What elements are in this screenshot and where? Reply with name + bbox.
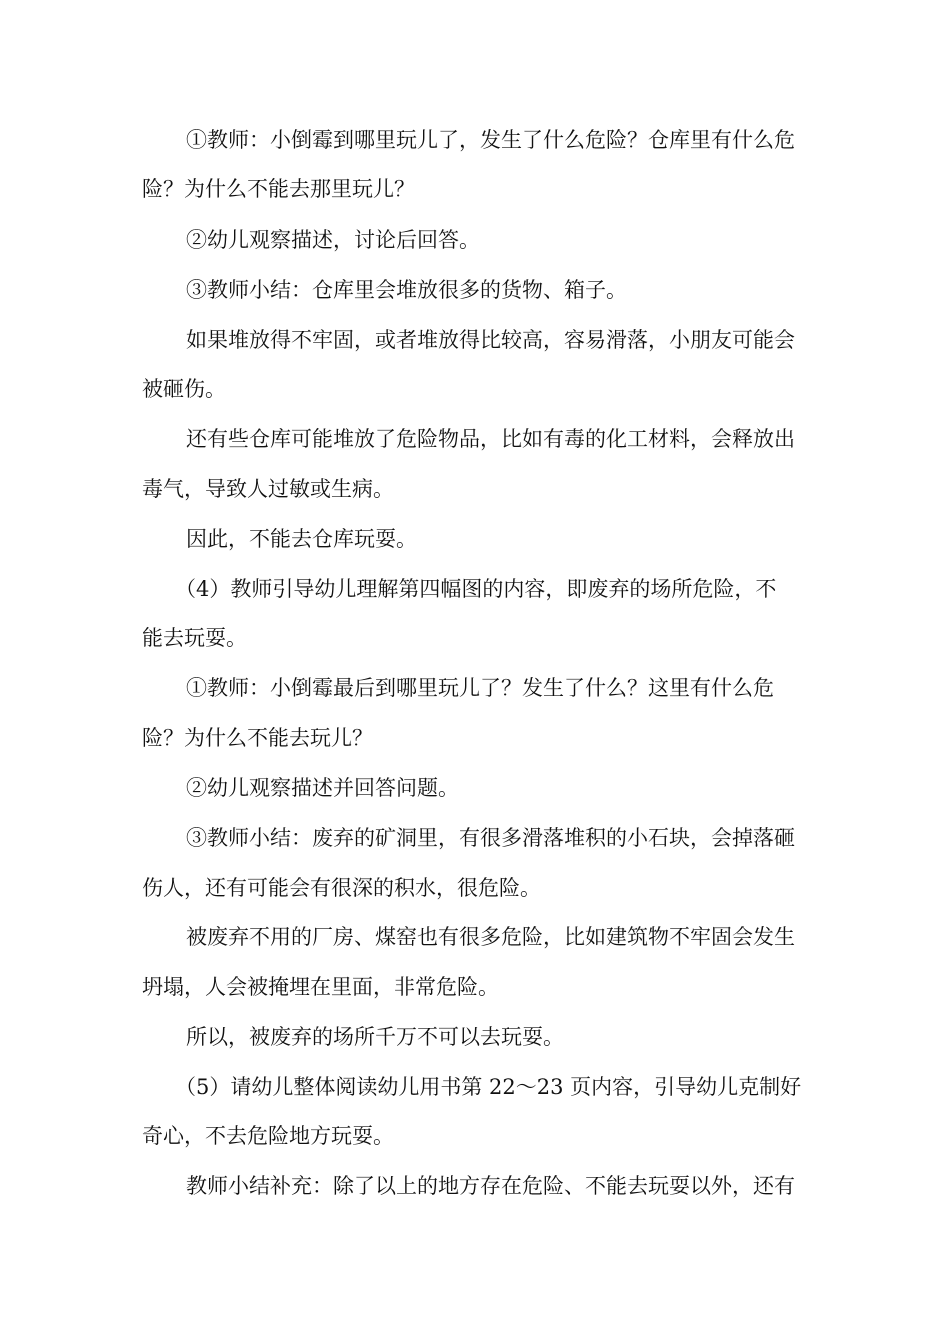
text-line: ②幼儿观察描述，讨论后回答。 (186, 228, 480, 252)
text-line: 险？为什么不能去那里玩儿？ (142, 177, 415, 201)
text-line: ③教师小结：仓库里会堆放很多的货物、箱子。 (186, 278, 627, 302)
text-line: 被砸伤。 (142, 377, 226, 401)
text-line: 毒气，导致人过敏或生病。 (142, 477, 394, 501)
text-line: （4）教师引导幼儿理解第四幅图的内容，即废弃的场所危险，不 (175, 577, 777, 601)
text-line: 还有些仓库可能堆放了危险物品，比如有毒的化工材料，会释放出 (186, 427, 795, 451)
text-line: 被废弃不用的厂房、煤窑也有很多危险，比如建筑物不牢固会发生 (186, 925, 795, 949)
text-line: 因此，不能去仓库玩耍。 (186, 527, 417, 551)
text-line: ②幼儿观察描述并回答问题。 (186, 776, 459, 800)
text-line: 奇心，不去危险地方玩耍。 (142, 1124, 394, 1148)
text-line: 教师小结补充：除了以上的地方存在危险、不能去玩耍以外，还有 (186, 1174, 795, 1198)
text-line: 伤人，还有可能会有很深的积水，很危险。 (142, 876, 541, 900)
text-line: （5）请幼儿整体阅读幼儿用书第 22～23 页内容，引导幼儿克制好 (175, 1075, 802, 1099)
text-line: ③教师小结：废弃的矿洞里，有很多滑落堆积的小石块，会掉落砸 (186, 826, 795, 850)
text-line: 能去玩耍。 (142, 626, 247, 650)
text-line: ①教师：小倒霉最后到哪里玩儿了？发生了什么？这里有什么危 (186, 676, 774, 700)
text-line: 坍塌，人会被掩埋在里面，非常危险。 (142, 975, 499, 999)
text-line: 如果堆放得不牢固，或者堆放得比较高，容易滑落，小朋友可能会 (186, 328, 795, 352)
text-line: ①教师：小倒霉到哪里玩儿了，发生了什么危险？仓库里有什么危 (186, 128, 795, 152)
text-line: 所以，被废弃的场所千万不可以去玩耍。 (186, 1025, 564, 1049)
text-line: 险？为什么不能去玩儿？ (142, 726, 373, 750)
